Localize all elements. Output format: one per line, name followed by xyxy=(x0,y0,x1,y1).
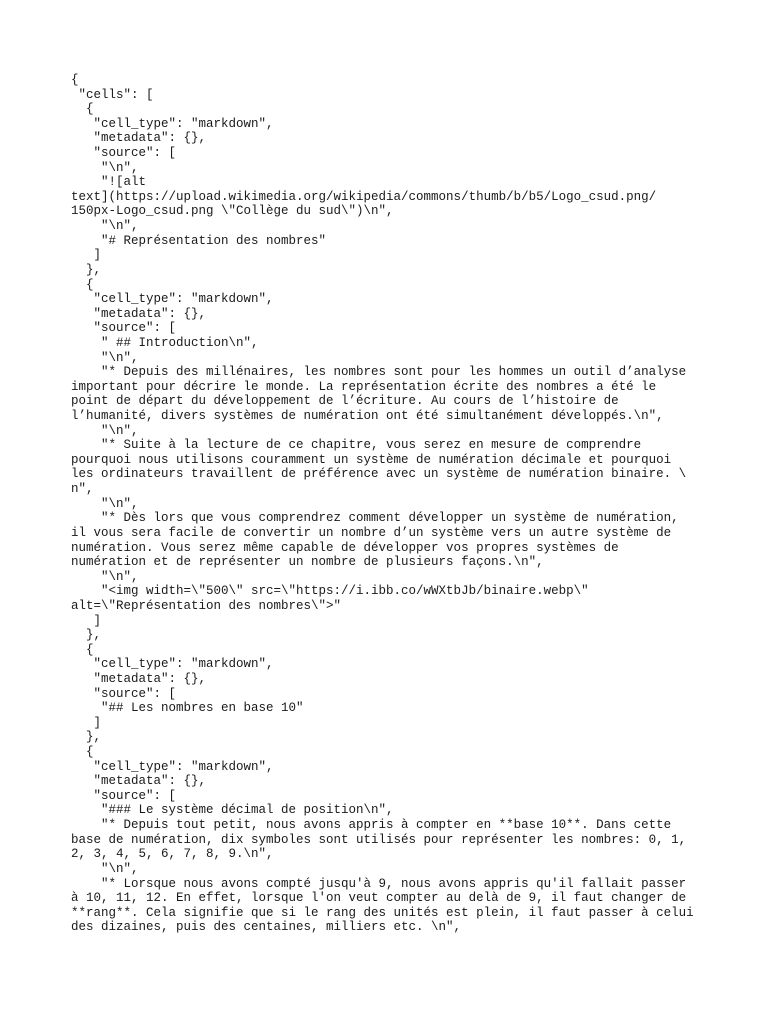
text-line: "source": [ xyxy=(71,321,177,336)
text-line: "source": [ xyxy=(71,788,177,803)
text-line: "cell_type": "markdown", xyxy=(71,657,274,672)
text-line: "cells": [ xyxy=(71,87,154,102)
text-line: "source": [ xyxy=(71,146,177,161)
text-line: "\n", xyxy=(71,219,139,234)
text-line: ] xyxy=(71,248,102,263)
text-line: "<img width=\"500\" src=\"https://i.ibb.co/wWXtbJb/binaire.webp\" xyxy=(71,584,589,599)
text-line: "* Suite à la lecture de ce chapitre, vous serez en mesure de comprendre xyxy=(71,438,642,453)
text-line: text](https://upload.wikimedia.org/wikipedia/commons/thumb/b/b5/Logo_csud.png/ xyxy=(71,189,657,204)
text-line: "cell_type": "markdown", xyxy=(71,759,274,774)
text-line: l’humanité, divers systèmes de numération ont été simultanément développés.\n", xyxy=(71,409,664,424)
text-line: }, xyxy=(71,628,102,643)
text-line: numération. Vous serez même capable de développer vos propres systèmes de xyxy=(71,540,619,555)
text-line: base de numération, dix symboles sont utilisés pour représenter les nombres: 0, 1, xyxy=(71,832,687,847)
text-line: { xyxy=(71,102,94,117)
text-line: "metadata": {}, xyxy=(71,306,207,321)
text-line: { xyxy=(71,642,94,657)
text-line: à 10, 11, 12. En effet, lorsque l'on veut compter au delà de 9, il faut changer de xyxy=(71,891,687,906)
text-line: "\n", xyxy=(71,423,139,438)
text-line: "source": [ xyxy=(71,686,177,701)
text-line: ] xyxy=(71,613,102,628)
text-line: 150px-Logo_csud.png \"Collège du sud\")\n", xyxy=(71,204,394,219)
text-line: "* Lorsque nous avons compté jusqu'à 9, nous avons appris qu'il fallait passer xyxy=(71,876,687,891)
text-line: "metadata": {}, xyxy=(71,774,207,789)
text-line: "\n", xyxy=(71,160,139,175)
text-line: "cell_type": "markdown", xyxy=(71,292,274,307)
text-line: "\n", xyxy=(71,569,139,584)
text-line: "\n", xyxy=(71,496,139,511)
text-line: "metadata": {}, xyxy=(71,131,207,146)
text-line: pourquoi nous utilisons couramment un système de numération décimale et pourquoi xyxy=(71,452,672,467)
text-line: des dizaines, puis des centaines, milliers etc. \n", xyxy=(71,920,462,935)
text-line: n", xyxy=(71,482,94,497)
text-line: 2, 3, 4, 5, 6, 7, 8, 9.\n", xyxy=(71,847,274,862)
text-line: "# Représentation des nombres" xyxy=(71,233,327,248)
text-line: "## Les nombres en base 10" xyxy=(71,701,304,716)
text-line: }, xyxy=(71,262,102,277)
text-line: numération et de représenter un nombre de plusieurs façons.\n", xyxy=(71,555,544,570)
text-line: " ## Introduction\n", xyxy=(71,335,259,350)
text-line: { xyxy=(71,277,94,292)
text-line: { xyxy=(71,73,79,87)
text-line: "* Dès lors que vous comprendrez comment développer un système de numération, xyxy=(71,511,679,526)
text-line: }, xyxy=(71,730,102,745)
text-line: **rang**. Cela signifie que si le rang des unités est plein, il faut passer à celui xyxy=(71,905,694,920)
text-line: important pour décrire le monde. La représentation écrite des nombres a été le xyxy=(71,379,657,394)
text-line: "![alt xyxy=(71,175,147,190)
text-line: "\n", xyxy=(71,350,139,365)
text-line: "* Depuis des millénaires, les nombres sont pour les hommes un outil d’analyse xyxy=(71,365,687,380)
text-line: il vous sera facile de convertir un nombre d’un système vers un autre système de xyxy=(71,525,672,540)
text-line: "\n", xyxy=(71,861,139,876)
text-line: "* Depuis tout petit, nous avons appris à compter en **base 10**. Dans cette xyxy=(71,818,672,833)
text-line: alt=\"Représentation des nombres\">" xyxy=(71,598,342,613)
text-line: { xyxy=(71,745,94,760)
notebook-json-text xyxy=(71,73,711,935)
text-line: les ordinateurs travaillent de préférence avec un système de numération binaire. \ xyxy=(71,467,687,482)
text-line: "cell_type": "markdown", xyxy=(71,116,274,131)
text-line: "metadata": {}, xyxy=(71,671,207,686)
text-line: point de départ du développement de l’écriture. Au cours de l’histoire de xyxy=(71,394,619,409)
text-line: "### Le système décimal de position\n", xyxy=(71,803,394,818)
text-line: ] xyxy=(71,715,102,730)
